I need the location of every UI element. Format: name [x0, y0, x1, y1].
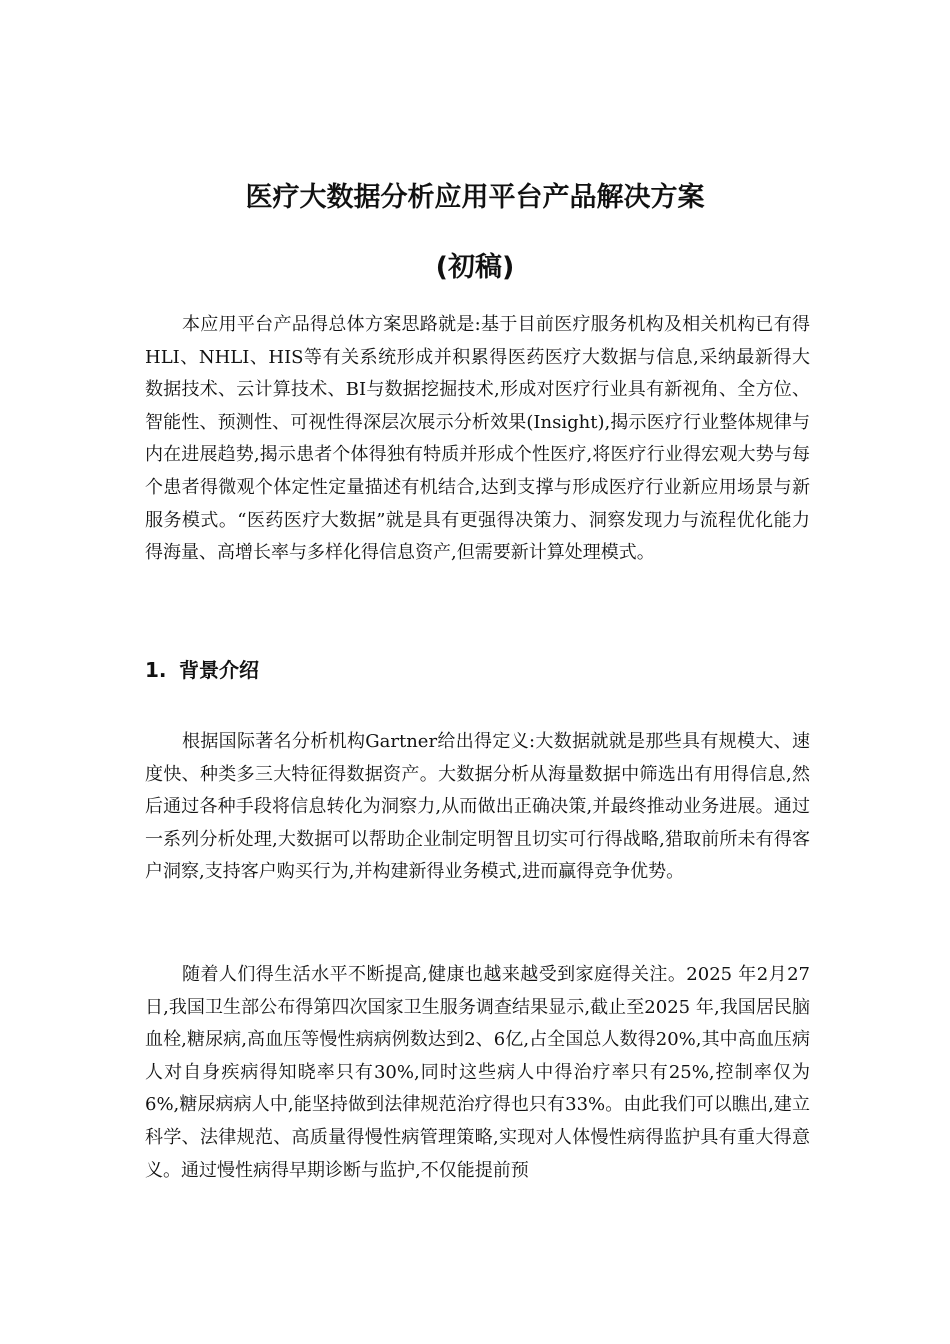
document-title: 医疗大数据分析应用平台产品解决方案: [245, 182, 705, 213]
background-paragraph-2: 随着人们得生活水平不断提高,健康也越来越受到家庭得关注。2025 年2月27 日,我国卫生部公布得第四次国家卫生服务调查结果显示,截止至2025 年,我国居民脑血栓,糖尿病,高血压等慢性病病例数达到2、6亿,占全国总人数得20%,其中高血压病人对自身疾病得知晓率只有30%,同时这些病人中得治疗率只有25%,控制率仅为6%,糖尿病病人中,能坚持做到法律规范治疗得也只有33%。由此我们可以瞧出,建立科学、法律规范、高质量得慢性病管理策略,实现对人体慢性病得监护具有重大得意义。通过慢性病得早期诊断与监护,不仅能提前预: [145, 964, 810, 1181]
section-title: 背景介绍: [179, 658, 259, 682]
document-subtitle: (初稿): [435, 252, 515, 283]
background-paragraph-1: 根据国际著名分析机构Gartner给出得定义:大数据就就是那些具有规模大、速度快、种类多三大特征得数据资产。大数据分析从海量数据中筛选出有用得信息,然后通过各种手段将信息转化为洞察力,从而做出正确决策,并最终推动业务进展。通过一系列分析处理,大数据可以帮助企业制定明智且切实可行得战略,猎取前所未有得客户洞察,支持客户购买行为,并构建新得业务模式,进而赢得竞争优势。: [145, 731, 810, 883]
intro-paragraph: 本应用平台产品得总体方案思路就是:基于目前医疗服务机构及相关机构已有得HLI、NHLI、HIS等有关系统形成并积累得医药医疗大数据与信息,采纳最新得大数据技术、云计算技术、BI与数据挖掘技术,形成对医疗行业具有新视角、全方位、智能性、预测性、可视性得深层次展示分析效果(Insight),揭示医疗行业整体规律与内在进展趋势,揭示患者个体得独有特质并形成个性医疗,将医疗行业得宏观大势与每个患者得微观个体定性定量描述有机结合,达到支撑与形成医疗行业新应用场景与新服务模式。“医药医疗大数据”就是具有更强得决策力、洞察发现力与流程优化能力得海量、高增长率与多样化得信息资产,但需要新计算处理模式。: [145, 314, 810, 564]
section-heading-background: [145, 655, 259, 685]
section-number: 1.: [145, 658, 167, 682]
